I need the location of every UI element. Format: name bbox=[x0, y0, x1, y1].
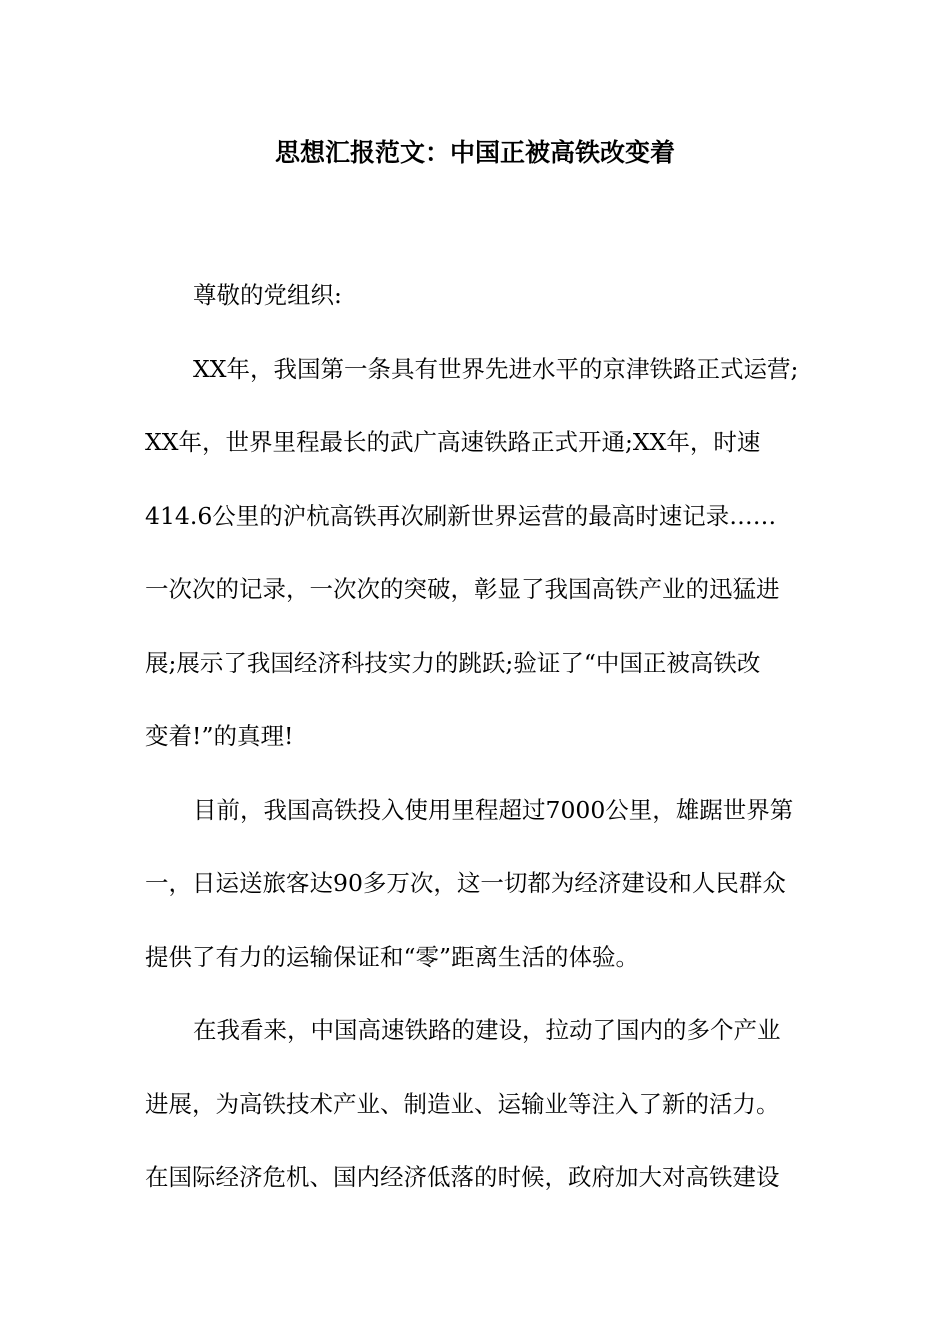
paragraph-line: 一，日运送旅客达90多万次，这一切都为经济建设和人民群众 bbox=[145, 869, 786, 897]
paragraph-line: 414.6公里的沪杭高铁再次刷新世界运营的最高时速记录…… bbox=[145, 501, 777, 530]
document-body bbox=[145, 259, 815, 1215]
salutation: 尊敬的党组织: bbox=[193, 281, 342, 309]
paragraph-line: 在国际经济危机、国内经济低落的时候，政府加大对高铁建设 bbox=[145, 1163, 780, 1191]
paragraph-line: 目前，我国高铁投入使用里程超过7000公里，雄踞世界第 bbox=[193, 795, 794, 824]
paragraph-line: 变着!”的真理! bbox=[145, 722, 294, 750]
paragraph-line: 展;展示了我国经济科技实力的跳跃;验证了“中国正被高铁改 bbox=[145, 648, 761, 677]
paragraph-line: 提供了有力的运输保证和“零”距离生活的体验。 bbox=[145, 942, 640, 971]
paragraph-line: XX年，我国第一条具有世界先进水平的京津铁路正式运营; bbox=[193, 354, 799, 383]
paragraph-line: XX年，世界里程最长的武广高速铁路正式开通;XX年，时速 bbox=[145, 428, 761, 456]
paragraph-2 bbox=[145, 774, 815, 995]
paragraph-line: 进展，为高铁技术产业、制造业、运输业等注入了新的活力。 bbox=[145, 1089, 780, 1118]
document-title: 思想汇报范文：中国正被高铁改变着 bbox=[274, 138, 675, 167]
paragraph-line: 一次次的记录，一次次的突破，彰显了我国高铁产业的迅猛进 bbox=[145, 575, 780, 603]
paragraph-3 bbox=[145, 994, 815, 1215]
paragraph-line: 在我看来，中国高速铁路的建设，拉动了国内的多个产业 bbox=[193, 1016, 781, 1044]
paragraph-1 bbox=[145, 333, 815, 774]
